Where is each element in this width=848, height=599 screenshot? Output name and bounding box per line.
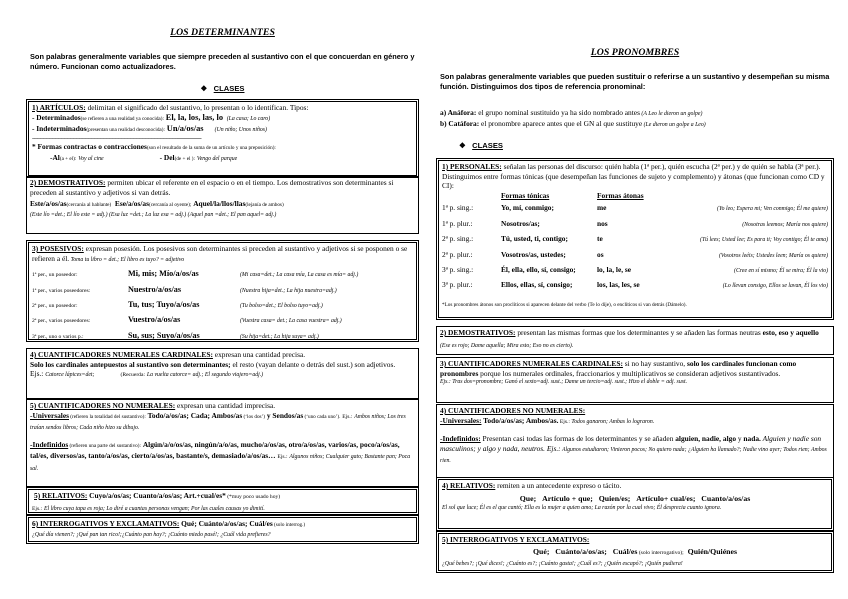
- intro-text: Son palabras generalmente variables que pueden sustituir o referirse a un sustantivo y desempeñan su misma función. Distinguimos dos tipos de referencia pronominal:: [440, 72, 830, 91]
- relativos-section: 5) RELATIVOS: Cuyo/a/os/as; Cuanto/a/os/as; Art.+cual/es* (*muy poco usado hoy) Ejs.: El libro cuya tapa es roja; Lo diré a cuantas personas vengan; Por las cuales causas yo dimití.: [26, 487, 419, 515]
- section-heading: 4) CUANTIFICADORES NO NUMERALES:: [440, 406, 586, 415]
- clases-heading: ❖ CLASES: [459, 141, 503, 150]
- section-heading: 4) CUANTIFICADORES NUMERALES CARDINALES:: [30, 350, 213, 359]
- section-heading: 1) ARTÍCULOS:: [32, 103, 86, 112]
- cuantificadores-numerales-section: 4) CUANTIFICADORES NUMERALES CARDINALES: expresan una cantidad precisa. Solo los cardinales antepuestos al sustantivo son determinantes; el resto (vayan delante o detrás del sust.) son adjetivos. Ejs.: Catorce lápices=det; (Recuerda: La vuelta catorce= adj.; El segundo viajero=adj.): [26, 348, 419, 399]
- interrogativos-section: 5) INTERROGATIVOS Y EXCLAMATIVOS: Qué; Cuánto/a/os/as; Cuál/es (solo interrogativo); Quién/Quiénes ¿Qué bebes?; ¡Qué dices!; ¿Cuánto es?; ¡Cuánto gasta!; ¿Cuál es?; ¿Quién escapó?; ¡Quién pudiera!: [436, 531, 834, 573]
- personales-section: 1) PERSONALES: señalan las personas del discurso: quién habla (1ª per.), quién escucha (2ª per.) y de quién se habla (3ª per.). Distinguimos entre formas tónicas (que desempeñan las funciones de sujeto y complemento) y átonas (que funcionan como CD y CI): Formas tónicas Formas átonas 1ª p. sing.: Yo, mí, conmigo; me (Yo leo; Espera mi; Ven conmigo; Él me quiere) 1ª p. plur.: Nosotros/as; nos (Nosotras leemos; María nos quiere) 2ª p. sing.: Tú, usted, ti, contigo; te (Tú lees; Usted lee; Es para ti; Voy contigo; Él te ama) 2ª p. plur.: Vosotros/as, ustedes; os (Vosotros leéis; Ustedes leen; María os quiere) 3ª p. sing.: Él, ella, ello, sí, consigo; lo, la, le, se (Cree en sí mismo; Él se mira; Él la vio) 3ª p. plur.: Ellos, ellas, sí, consigo; los, las, les, se (Lo llevan consigo, Ellos se lavan, Él los vio) *Los pronombres átonos son proclíticos si aparecen delante del verbo (Te lo dije), o enclíticos si van detrás (Dámelo).: [436, 158, 834, 320]
- posesivos-section: 3) POSESIVOS: expresan posesión. Los posesivos son determinantes si preceden al sustantivo y adjetivos si se posponen o se refieren a él. Toma tu libro = det.; El libro es tuyo? = adjetivo 1ª per., un poseedor: Mi, mis; Mío/a/os/as (Mi casa=det.; La casa mía, La casa es mía= adj.) 1ª per., varios poseedores: Nuestro/a/os/as (Nuestra hija=det.; La hija nuestra=adj.) 2ª per., un poseedor: Tu, tus; Tuyo/a/os/as (Tu bolso=det.; El bolso tuyo=adj.) 2ª per., varios poseedores: Vuestro/a/os/as (Vuestra casa= det.; La casa vuestra= adj.) 3ª per., uno o varios p.: Su, sus; Suyo/a/os/as (Su hija=det.; La hija suya= adj.): [26, 240, 419, 342]
- section-heading: 3) CUANTIFICADORES NUMERALES CARDINALES:: [440, 359, 623, 368]
- section-heading: 5) INTERROGATIVOS Y EXCLAMATIVOS:: [442, 535, 590, 544]
- note: *Los pronombres átonos son proclíticos si aparecen delante del verbo (Te lo dije), o enclíticos si van detrás (Dámelo).: [442, 301, 687, 308]
- relativos-section: 4) RELATIVOS: remiten a un antecedente expreso o tácito. Que; Artículo + que; Quien/es; Artículo+ cual/es; Cuanto/a/os/as El sol que luce; Él es el que cantó; Ella es la mujer a quien amo; La razón por la cual vivo; Él desprecia cuanto ignora.: [436, 477, 834, 531]
- cuantificadores-no-numerales-section: 4) CUANTIFICADORES NO NUMERALES: -Universales: Todo/a/os/as; Ambos/as. Ejs.: Todos ganaron; Ambas lo lograron. -Indefinidos: Presentan casi todas las formas de los determinantes y se añaden alguien, nadie, algo y nada. Alguien y nadie son masculinos; y algo y nada, neutros. Ejs.: Algunos estudiaron; Vinieron pocos; No quiero nada; ¿Alguien ha llamado?; Nadie vino ayer; Todos rien; Ambos rien.: [436, 404, 834, 478]
- page-title: LOS DETERMINANTES: [170, 27, 275, 38]
- clases-heading: ❖ CLASES: [200, 84, 245, 93]
- section-heading: 2) DEMOSTRATIVOS:: [440, 328, 516, 337]
- section-heading: 6) INTERROGATIVOS Y EXCLAMATIVOS:: [32, 519, 180, 528]
- relativos-forms: Que; Artículo + que; Quien/es; Artículo+ cual/es; Cuanto/a/os/as: [519, 493, 751, 503]
- catafora-line: b) Catáfora: el pronombre aparece antes que el GN al que sustituye (Le dieron un golpe a Leo): [440, 119, 706, 128]
- page-title: LOS PRONOMBRES: [590, 47, 680, 58]
- interrogativos-forms: Qué; Cuánto/a/os/as; Cuál/es (solo interrogativo); Quién/Quiénes: [532, 546, 738, 556]
- diamond-bullet-icon: ❖: [200, 84, 208, 93]
- intro-text: Son palabras generalmente variables que siempre preceden al sustantivo con el que concuerdan en género y número. Funcionan como actualizadores.: [30, 52, 415, 71]
- divider: -----------------------------------------------------------------------------------------------------------------: [32, 135, 202, 142]
- section-heading: 1) PERSONALES:: [442, 162, 502, 171]
- table-header: Formas tónicas: [501, 190, 550, 200]
- section-heading: 5) RELATIVOS:: [34, 491, 88, 500]
- anafora-line: a) Anáfora: el grupo nominal sustituido ya ha sido nombrado antes (A Leo le dieron un golpe): [440, 108, 703, 117]
- cuantificadores-numerales-section: 3) CUANTIFICADORES NUMERALES CARDINALES: si no hay sustantivo, solo los cardinales funcionan como pronombres porque los numerales ordinales, fraccionarios y multiplicativos se consideran adjetivos sustantivados. Ejs.: Tras dos=pronombre; Ganó el sexto=adj. sust.; Dame un tercio=adj. sust.; Hizo el doble = adj. sust.: [436, 357, 834, 403]
- interrogativos-section: 6) INTERROGATIVOS Y EXCLAMATIVOS: Qué; Cuánto/a/os/as; Cuál/es (solo interrog.) ¿Qué día vienen?; ¡Qué pan tan rico!;¿Cuánto pan hay?; ¡Cuánto miedo pasé!; ¿Cuál vida prefieres?: [26, 515, 419, 544]
- section-heading: 5) CUANTIFICADORES NO NUMERALES:: [30, 401, 176, 410]
- cuantificadores-no-numerales-section: 5) CUANTIFICADORES NO NUMERALES: expresan una cantidad imprecisa. -Universales (refieren la totalidad del sustantivo): Todo/a/os/as; Cada; Ambos/as (‘los dos’) y Sendos/as (‘uno cada uno’). Ejs.: Ambos niños; Los tres traían sendos libros; Cada niño hizo su dibujo. -Indefinidos (refieren una parte del sustantivo): Algún/a/o/os/as, ningún/a/o/as, mucho/a/os/as, otro/a/os/as, varios/as, poco/a/os/as, tal/es, diversos/as, tanto/a/os/as, cierto/a/os/as, bastante/s, demasiado/a/os/as… Ejs.: Algunos niños; Cualquier gato; Bastante pan; Poca sal.: [26, 399, 419, 487]
- demostrativos-section: 2) DEMOSTRATIVOS: presentan las mismas formas que los determinantes y se añaden las formas neutras esto, eso y aquello (Ese es rojo; Dame aquella; Mira esto; Eso no es cierto).: [436, 326, 834, 355]
- diamond-bullet-icon: ❖: [459, 141, 466, 150]
- table-header: Formas átonas: [597, 190, 644, 200]
- section-heading: 2) DEMOSTRATIVOS:: [30, 178, 106, 187]
- demostrativos-section: 2) DEMOSTRATIVOS: permiten ubicar el referente en el espacio o en el tiempo. Los demostrativos son determinantes si preceden al sustantivo y adjetivos si van detrás. Este/a/os/as (cercanía al hablante) Ese/a/os/as (cercanía al oyente); Aquel/la/llos/llas (lejanía de ambos) (Este lío =det.; El lío este = adj.) (Esa luz =det.; La luz esa = adj.) (Aquel pan =det.; El pan aquel= adj.): [26, 176, 419, 234]
- articulos-section: 1) ARTÍCULOS: delimitan el significado del sustantivo, lo presentan o lo identifican. Tipos: - Determinados (se refieren a una realidad ya conocida): El, la, los, las, lo (La casa; Lo caro) - Indeterminados (presentan una realidad desconocida): Un/a/os/as (Un niño; Unos niños) ----------------------------------------------------------------------------------------------------------------- * Formas contractas o contracciones (son el resultado de la suma de un artículo y una preposición): -Al (a + el): Voy al cine - Del (de + el ): Vengo del parque: [26, 99, 419, 178]
- section-heading: 3) POSESIVOS:: [32, 244, 84, 253]
- section-heading: 4) RELATIVOS:: [442, 481, 496, 490]
